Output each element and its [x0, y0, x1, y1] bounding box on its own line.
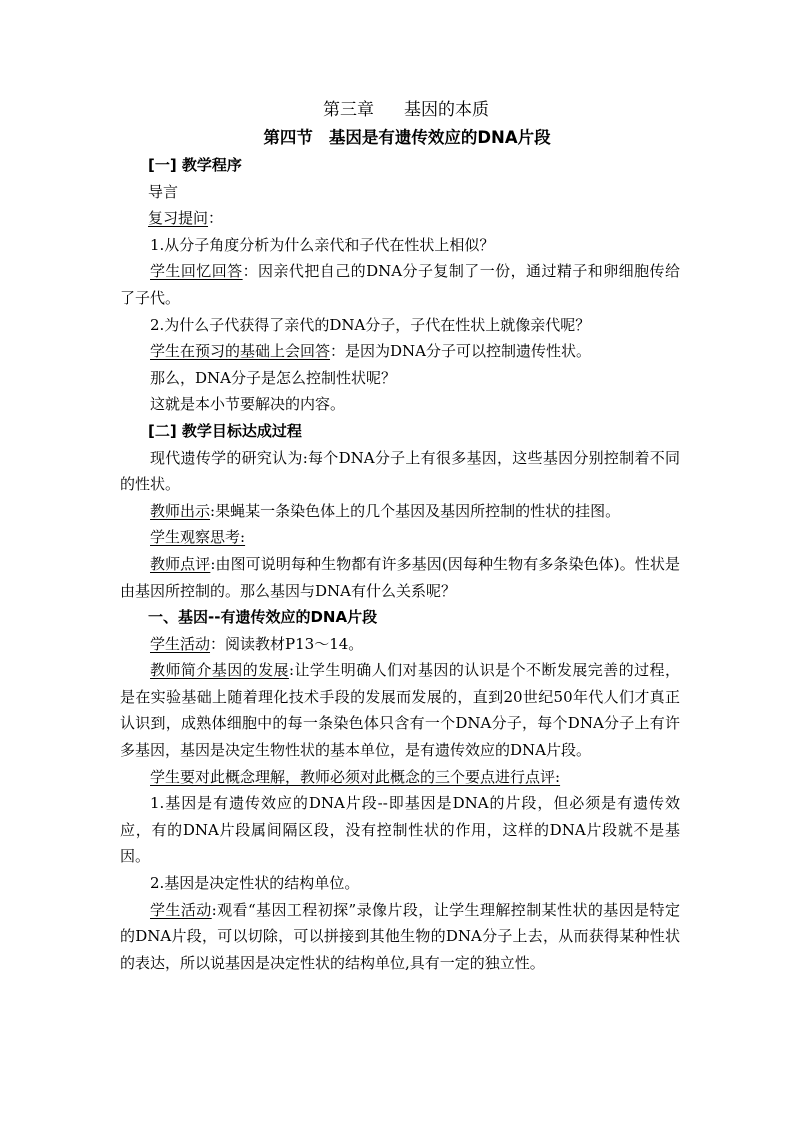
concept-requirement-label [150, 768, 560, 786]
answer-1-label: 学生回忆回答 [150, 262, 243, 281]
student-observe-line [120, 524, 680, 551]
concept-point-1: 1.基因是有遗传效应的DNA片段--即基因是DNA的片段，但必须是有遗传效应，有的DNA片段属间隔区段，没有控制性状的作用，这样的DNA片段就不是基因。 [120, 794, 680, 866]
answer-2-text: ：是因为DNA分子可以控制遗传性状。 [330, 342, 592, 361]
section-number: 第四节 [263, 128, 313, 147]
student-activity-2 [120, 897, 680, 977]
modern-genetics-paragraph: 现代遗传学的研究认为:每个DNA分子上有很多基因，这些基因分别控制着不同的性状。 [120, 448, 680, 494]
subheading-gene-dna: 一、基因--有遗传效应的DNA片段 [148, 608, 378, 627]
transition-line-1: 那么，DNA分子是怎么控制性状呢？ [150, 368, 396, 387]
gene-history-paragraph [120, 657, 680, 763]
student-activity-1-text: ：阅读教材P13～14。 [210, 634, 364, 653]
chapter-title [132, 96, 680, 124]
concept-requirement-label-text: 学生要对此概念理解，教师必须对此概念的三个要点进行点评 [150, 767, 556, 786]
concept-requirement-suffix: : [555, 767, 561, 786]
student-activity-2-text: :观看“基因工程初探”录像片段，让学生理解控制某性状的基因是特定的DNA片段，可以切除，可以拼接到其他生物的DNA分子上去，从而获得某种性状的表达，所以说基因是决定性状的结构单位,具有一定的独立性。 [120, 900, 680, 972]
teacher-show-text: :果蝇某一条染色体上的几个基因及基因所控制的性状的挂图。 [210, 501, 621, 520]
answer-1 [120, 258, 680, 311]
student-observe-suffix: : [240, 528, 246, 547]
chapter-number: 第三章 [323, 100, 374, 120]
heading-teaching-procedure: [一] 教学程序 [148, 156, 242, 174]
student-observe-label [150, 528, 245, 546]
student-observe-label-text: 学生观察思考 [150, 528, 241, 547]
answer-2 [120, 338, 680, 365]
teacher-show-label: 教师出示 [150, 501, 211, 520]
section-name: 基因是有遗传效应的DNA片段 [328, 128, 551, 147]
gene-history-label: 教师简介基因的发展 [150, 661, 289, 680]
chapter-name: 基因的本质 [404, 100, 489, 120]
answer-2-label: 学生在预习的基础上会回答 [150, 342, 331, 361]
concept-point-2: 2.基因是决定性状的结构单位。 [150, 874, 360, 893]
review-line [120, 205, 680, 232]
question-1: 1.从分子角度分析为什么亲代和子代在性状上相似？ [150, 235, 495, 254]
review-label: 复习提问 [148, 209, 209, 228]
teacher-show-line [120, 498, 680, 525]
student-activity-1 [120, 631, 680, 658]
review-suffix: ： [208, 209, 224, 228]
student-activity-1-label: 学生活动 [150, 634, 211, 653]
question-2: 2.为什么子代获得了亲代的DNA分子，子代在性状上就像亲代呢？ [150, 315, 591, 334]
transition-line-2: 这就是本小节要解决的内容。 [150, 395, 346, 414]
intro-line: 导言 [148, 182, 179, 201]
concept-requirement-line [120, 764, 680, 791]
heading-objective-process: [二] 教学目标达成过程 [148, 421, 302, 440]
answer-1-text: ：因亲代把自己的DNA分子复制了一份，通过精子和卵细胞传给了子代。 [120, 262, 680, 307]
teacher-comment-label: 教师点评 [150, 554, 211, 573]
section-title [134, 124, 680, 152]
document-body [120, 96, 680, 976]
student-activity-2-label: 学生活动 [150, 900, 212, 919]
teacher-comment-text: :由图可说明每种生物都有许多基因(因每种生物有多条染色体)。性状是由基因所控制的。那么基因与DNA有什么关系呢？ [120, 554, 680, 600]
gene-history-text: :让学生明确人们对基因的认识是个不断发展完善的过程，是在实验基础上随着理化技术手段的发展而发展的，直到20世纪50年代人们才真正认识到，成熟体细胞中的每一条染色体只含有一个DNA分子，每个DNA分子上有许多基因，基因是决定生物性状的基本单位，是有遗传效应的DNA片段。 [120, 661, 680, 760]
teacher-comment-paragraph [120, 551, 680, 604]
